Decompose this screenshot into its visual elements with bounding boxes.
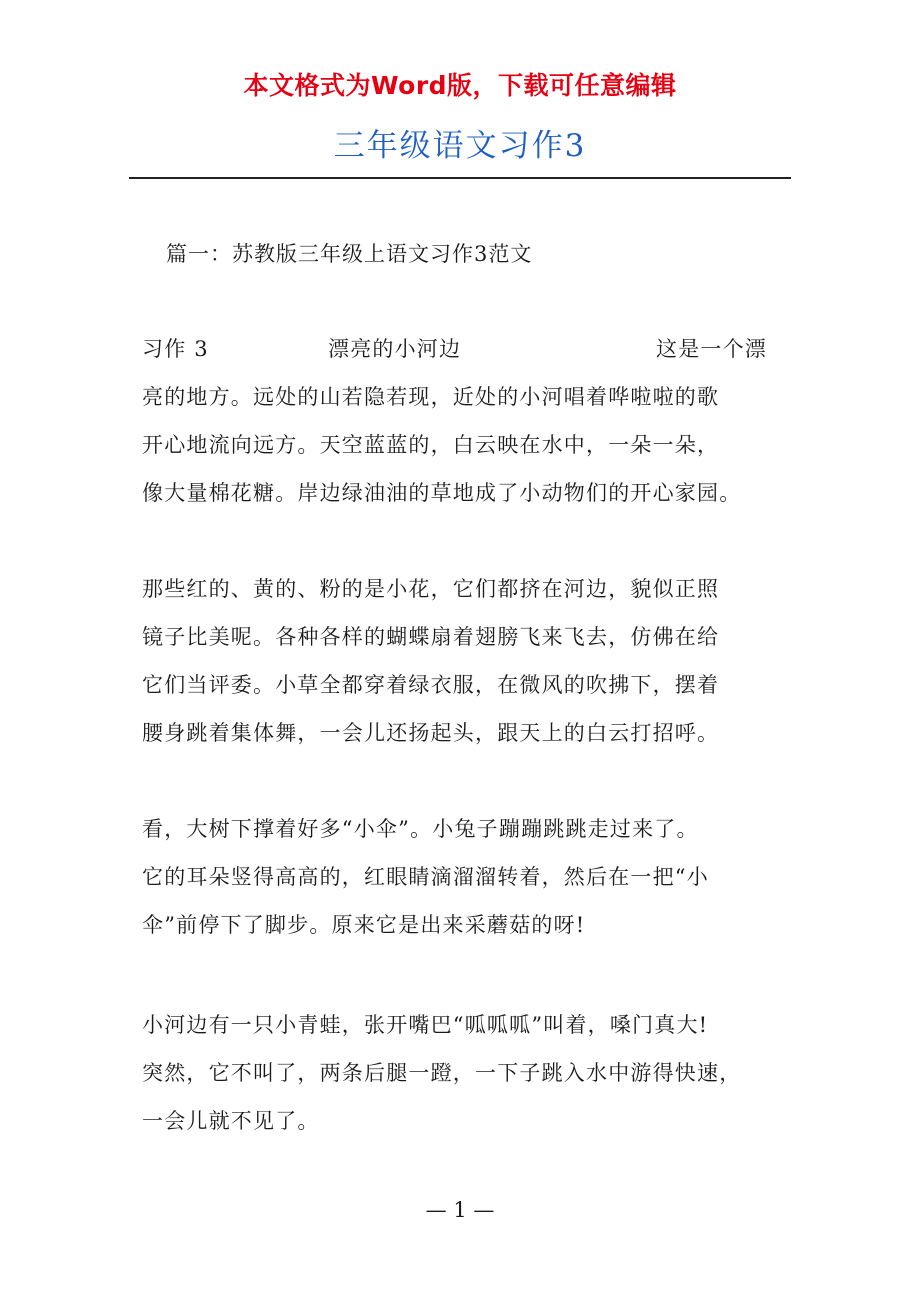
exercise-label: 习作 3: [142, 337, 209, 361]
page-number: — 1 —: [425, 1198, 495, 1222]
paragraph-line: 它的耳朵竖得高高的，红眼睛滴溜溜转着，然后在一把“小: [142, 865, 709, 889]
paragraph-line: 镜子比美呢。各种各样的蝴蝶扇着翅膀飞来飞去，仿佛在给: [142, 625, 720, 649]
paragraph-line: 腰身跳着集体舞，一会儿还扬起头，跟天上的白云打招呼。: [142, 721, 720, 745]
paragraph-line: 突然，它不叫了，两条后腿一蹬，一下子跳入水中游得快速，: [142, 1061, 742, 1085]
paragraph-1: [142, 325, 782, 517]
section-heading: 篇一：苏教版三年级上语文习作3范文: [166, 242, 533, 266]
title-divider: [129, 177, 791, 179]
paragraph-2: [142, 565, 782, 757]
paragraph-1-opening: 这是一个漂: [656, 337, 767, 361]
document-title: 三年级语文习作3: [333, 128, 587, 164]
paragraph-1-first-line: [142, 325, 782, 373]
paragraph-line: 伞”前停下了脚步。原来它是出来采蘑菇的呀!: [142, 913, 586, 937]
paragraph-line: 它们当评委。小草全都穿着绿衣服，在微风的吹拂下，摆着: [142, 673, 720, 697]
format-banner: 本文格式为Word版，下载可任意编辑: [243, 71, 677, 100]
paragraph-line: 小河边有一只小青蛙，张开嘴巴“呱呱呱”叫着，嗓门真大!: [142, 1013, 709, 1037]
paragraph-line: 像大量棉花糖。岸边绿油油的草地成了小动物们的开心家园。: [142, 481, 742, 505]
paragraph-line: 开心地流向远方。天空蓝蓝的，白云映在水中，一朵一朵，: [142, 433, 720, 457]
paragraph-line: 看，大树下撑着好多“小伞”。小兔子蹦蹦跳跳走过来了。: [142, 817, 699, 841]
paragraph-line: 一会儿就不见了。: [142, 1109, 320, 1133]
paragraph-line: 亮的地方。远处的山若隐若现，近处的小河唱着哗啦啦的歌: [142, 385, 720, 409]
paragraph-4: [142, 1001, 782, 1145]
paragraph-line: 那些红的、黄的、粉的是小花，它们都挤在河边，貌似正照: [142, 577, 720, 601]
essay-title: 漂亮的小河边: [328, 337, 462, 361]
paragraph-3: [142, 805, 782, 949]
